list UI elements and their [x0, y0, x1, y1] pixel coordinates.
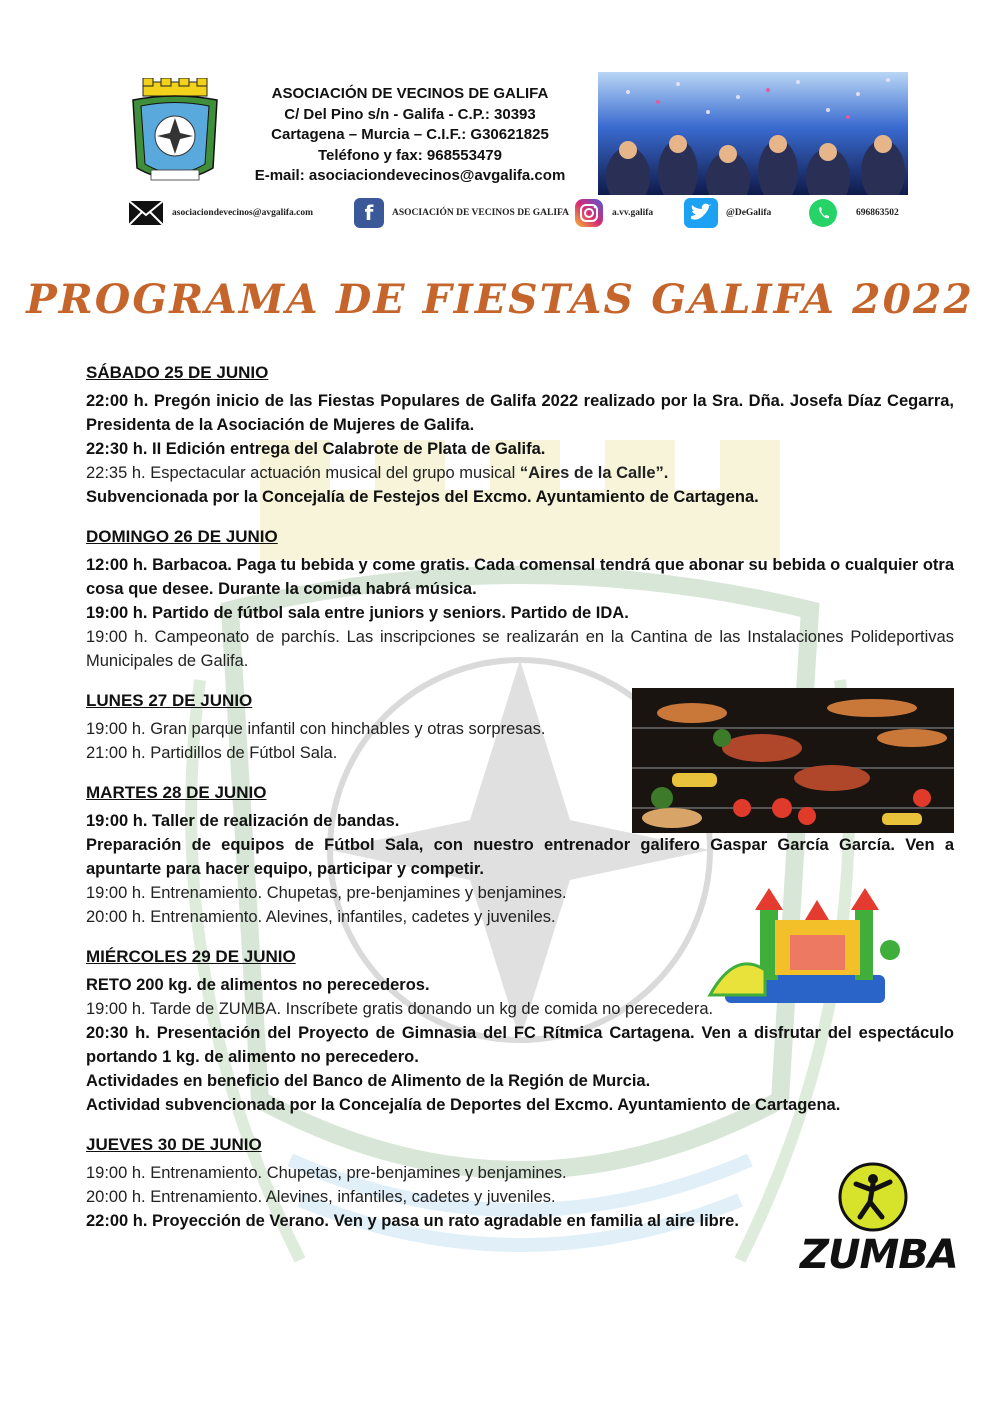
event-line: 19:00 h. Campeonato de parchís. Las inscripciones se realizarán en la Cantina de las Instalaciones Polideportivas Municipales de Galifa. — [86, 628, 954, 670]
social-facebook[interactable] — [354, 196, 569, 230]
event-line: 19:00 h. Taller de realización de bandas. — [86, 812, 400, 830]
zumba-wordmark: ZUMBA — [800, 1232, 958, 1278]
event-line: 20:30 h. Presentación del Proyecto de Gimnasia del FC Rítmica Cartagena. Ven a disfrutar del espectáculo portando 1 kg. de alimento no perecedero. — [86, 1024, 954, 1066]
bouncy-castle-image — [705, 880, 915, 1010]
facebook-icon: f — [354, 198, 384, 228]
social-email-label: asociaciondevecinos@avgalifa.com — [172, 208, 314, 218]
address-line: C/ Del Pino s/n - Galifa - C.P.: 30393 — [284, 105, 536, 123]
header — [0, 60, 1000, 210]
twitter-icon — [684, 198, 718, 228]
social-email[interactable] — [128, 196, 313, 230]
whatsapp-icon — [808, 198, 838, 228]
event-line: 19:00 h. Tarde de ZUMBA. Inscríbete gratis donando un kg de comida no perecedera. — [86, 1000, 714, 1018]
zumba-dancer-icon — [800, 1162, 945, 1232]
event-line: Actividad subvencionada por la Concejalía de Deportes del Excmo. Ayuntamiento de Cartagena. — [86, 1096, 841, 1114]
social-twitter[interactable] — [684, 196, 771, 230]
event-line: Subvencionada por la Concejalía de Festejos del Excmo. Ayuntamiento de Cartagena. — [86, 488, 759, 506]
event-line: 22:00 h. Proyección de Verano. Ven y pasa un rato agradable en familia al aire libre. — [86, 1212, 739, 1230]
social-facebook-label: ASOCIACIÓN DE VECINOS DE GALIFA — [392, 208, 570, 218]
barbecue-photo — [632, 688, 954, 833]
email-line: E-mail: asociaciondevecinos@avgalifa.com — [254, 167, 566, 184]
event-line: RETO 200 kg. de alimentos no perecederos. — [86, 976, 430, 994]
social-whatsapp[interactable] — [808, 196, 899, 230]
social-bar — [128, 196, 908, 234]
social-instagram-label: a.vv.galifa — [612, 208, 654, 218]
social-whatsapp-label: 696863502 — [856, 208, 899, 218]
association-info — [250, 84, 570, 187]
day-title: DOMINGO 26 DE JUNIO — [86, 527, 278, 546]
social-instagram[interactable] — [574, 196, 653, 230]
event-line: 20:00 h. Entrenamiento. Alevines, infantiles, cadetes y juveniles. — [86, 1188, 556, 1206]
day-title: SÁBADO 25 DE JUNIO — [86, 363, 269, 382]
association-crest-logo — [125, 78, 225, 196]
event-line: 22:30 h. II Edición entrega del Calabrote de Plata de Galifa. — [86, 440, 546, 458]
day-title: LUNES 27 DE JUNIO — [86, 691, 253, 710]
zumba-logo — [800, 1162, 958, 1287]
event-line: Actividades en beneficio del Banco de Alimento de la Región de Murcia. — [86, 1072, 651, 1090]
event-text: 22:35 h. Espectacular actuación musical del grupo musical — [86, 464, 520, 482]
day-saturday — [86, 362, 954, 509]
program-title: PROGRAMA DE FIESTAS GALIFA 2022 — [26, 276, 974, 323]
social-twitter-label: @DeGalifa — [726, 208, 772, 218]
band-name: “Aires de la Calle”. — [519, 464, 669, 482]
event-line: 12:00 h. Barbacoa. Paga tu bebida y come gratis. Cada comensal tendrá que abonar su bebida o cualquier otra cosa que desee. Durante la comida habrá música. — [86, 556, 954, 598]
day-sunday — [86, 526, 954, 673]
event-line: 19:00 h. Partido de fútbol sala entre juniors y seniors. Partido de IDA. — [86, 604, 629, 622]
event-line: 21:00 h. Partidillos de Fútbol Sala. — [86, 744, 338, 762]
org-name: ASOCIACIÓN DE VECINOS DE GALIFA — [271, 85, 549, 102]
phone-line: Teléfono y fax: 968553479 — [318, 146, 502, 164]
day-title: JUEVES 30 DE JUNIO — [86, 1135, 262, 1154]
event-line: 19:00 h. Entrenamiento. Chupetas, pre-benjamines y benjamines. — [86, 884, 567, 902]
envelope-icon — [128, 200, 164, 226]
instagram-icon — [574, 198, 604, 228]
event-line: 19:00 h. Entrenamiento. Chupetas, pre-benjamines y benjamines. — [86, 1164, 567, 1182]
event-line: 22:00 h. Pregón inicio de las Fiestas Populares de Galifa 2022 realizado por la Sra. Dña. Josefa Díaz Cegarra, Presidenta de la Asociación de Mujeres de Galifa. — [86, 392, 954, 434]
party-crowd-photo — [598, 72, 908, 195]
day-title: MIÉRCOLES 29 DE JUNIO — [86, 947, 296, 966]
event-line — [86, 461, 954, 485]
event-line: 20:00 h. Entrenamiento. Alevines, infantiles, cadetes y juveniles. — [86, 908, 556, 926]
city-line: Cartagena – Murcia – C.I.F.: G30621825 — [271, 126, 549, 143]
event-line: 19:00 h. Gran parque infantil con hinchables y otras sorpresas. — [86, 720, 546, 738]
day-title: MARTES 28 DE JUNIO — [86, 783, 267, 802]
event-line: Preparación de equipos de Fútbol Sala, con nuestro entrenador galifero Gaspar García García. Ven a apuntarte para hacer equipo, participar y competir. — [86, 836, 954, 878]
